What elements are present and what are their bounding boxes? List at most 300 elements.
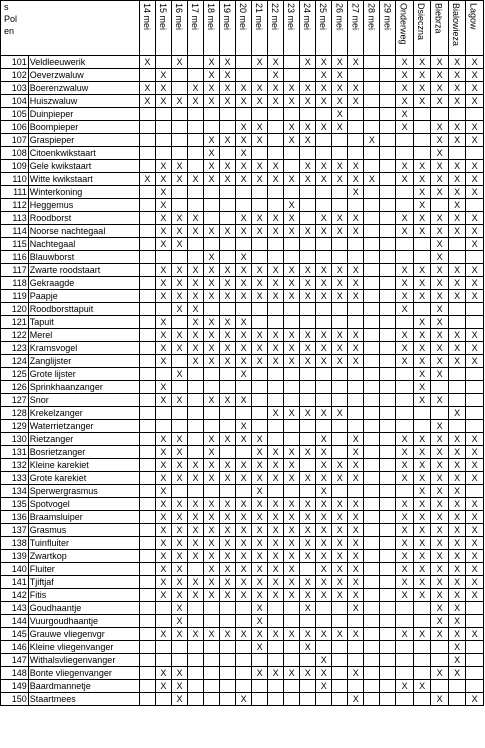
observation-cell [380,537,396,550]
observation-cell: X [204,355,220,368]
observation-cell: X [396,498,413,511]
observation-cell: X [316,446,332,459]
observation-cell: X [348,498,364,511]
observation-cell: X [413,225,430,238]
observation-cell: X [300,472,316,485]
observation-cell: X [252,82,268,95]
observation-cell [300,199,316,212]
observation-cell [220,602,236,615]
observation-cell: X [284,212,300,225]
observation-cell [300,420,316,433]
observation-cell [348,121,364,134]
observation-cell [364,160,380,173]
observation-cell: X [284,173,300,186]
column-header [300,1,316,56]
column-header-label: Onderweg [398,3,409,45]
observation-cell: X [171,459,187,472]
observation-cell [332,693,348,706]
observation-cell: X [220,82,236,95]
observation-cell: X [236,160,252,173]
observation-cell: X [284,342,300,355]
observation-cell: X [348,459,364,472]
observation-cell: X [413,277,430,290]
observation-cell: X [284,498,300,511]
observation-cell [284,654,300,667]
observation-cell [139,615,155,628]
observation-cell: X [139,173,155,186]
observation-cell [187,433,203,446]
observation-cell: X [171,446,187,459]
observation-cell [236,238,252,251]
observation-cell: X [413,160,430,173]
observation-cell [364,550,380,563]
species-name: Merel [28,329,139,342]
observation-cell: X [431,82,448,95]
observation-cell: X [300,628,316,641]
observation-cell [466,615,484,628]
species-name: Grasmus [28,524,139,537]
table-row [1,667,484,680]
observation-cell: X [171,95,187,108]
observation-cell: X [466,576,484,589]
observation-cell [187,407,203,420]
observation-cell [364,342,380,355]
table-row [1,225,484,238]
observation-cell: X [396,108,413,121]
observation-cell: X [448,56,465,69]
observation-cell: X [466,446,484,459]
observation-cell: X [396,290,413,303]
observation-cell [380,329,396,342]
observation-cell: X [316,56,332,69]
observation-cell: X [431,667,448,680]
observation-cell: X [332,589,348,602]
observation-cell [268,693,284,706]
observation-cell: X [268,550,284,563]
observation-cell: X [448,641,465,654]
observation-cell: X [284,277,300,290]
observation-cell [171,199,187,212]
observation-cell [364,654,380,667]
observation-cell [252,316,268,329]
column-header-label: 24 mei [302,3,313,31]
observation-cell: X [396,589,413,602]
observation-cell [268,147,284,160]
species-number: 105 [1,108,29,121]
observation-cell [364,225,380,238]
observation-cell [448,238,465,251]
observation-cell: X [300,264,316,277]
observation-cell: X [332,355,348,368]
table-row [1,147,484,160]
observation-cell: X [413,355,430,368]
observation-cell: X [316,485,332,498]
observation-cell: X [171,173,187,186]
table-row [1,615,484,628]
observation-cell [204,667,220,680]
observation-cell: X [220,550,236,563]
observation-cell: X [171,472,187,485]
column-header [139,1,155,56]
species-name: Roodborsttapuit [28,303,139,316]
species-name: Fitis [28,589,139,602]
observation-cell [380,251,396,264]
observation-cell: X [396,576,413,589]
species-name: Grauwe vliegenvgr [28,628,139,641]
observation-cell [284,69,300,82]
observation-cell: X [171,329,187,342]
observation-cell: X [448,667,465,680]
observation-cell [396,485,413,498]
observation-cell [380,199,396,212]
observation-cell: X [171,212,187,225]
observation-cell: X [171,290,187,303]
observation-cell [396,199,413,212]
observation-cell: X [413,589,430,602]
observation-cell [220,407,236,420]
observation-cell: X [413,433,430,446]
species-name: Witte kwikstaart [28,173,139,186]
observation-cell: X [448,654,465,667]
observation-cell [284,186,300,199]
column-header-label: Lagow [468,3,479,30]
observation-cell: X [431,56,448,69]
observation-cell: X [236,589,252,602]
observation-cell: X [252,160,268,173]
observation-cell: X [300,498,316,511]
observation-cell [332,615,348,628]
observation-cell: X [431,147,448,160]
observation-cell: X [396,433,413,446]
observation-cell [220,420,236,433]
table-row [1,82,484,95]
observation-cell [155,56,171,69]
observation-cell: X [155,537,171,550]
observation-cell: X [396,524,413,537]
observation-cell: X [155,381,171,394]
observation-cell: X [413,550,430,563]
observation-cell: X [155,95,171,108]
observation-cell: X [431,368,448,381]
observation-cell: X [284,329,300,342]
observation-cell [332,654,348,667]
observation-cell: X [236,550,252,563]
observation-cell [316,381,332,394]
observation-cell [380,264,396,277]
species-name: Spotvogel [28,498,139,511]
species-name: Noorse nachtegaal [28,225,139,238]
species-name: Graspieper [28,134,139,147]
observation-cell [364,329,380,342]
observation-cell [155,641,171,654]
observation-cell: X [431,563,448,576]
observation-cell: X [316,225,332,238]
observation-cell: X [236,394,252,407]
observation-cell: X [448,121,465,134]
observation-cell [300,108,316,121]
observation-cell [268,433,284,446]
observation-cell [139,212,155,225]
observation-cell: X [220,524,236,537]
observation-cell [364,498,380,511]
observation-cell: X [332,498,348,511]
observation-cell: X [236,225,252,238]
observation-cell: X [171,303,187,316]
observation-cell: X [396,69,413,82]
observation-cell: X [236,329,252,342]
column-header-label: 18 mei [206,3,216,31]
observation-cell: X [187,589,203,602]
observation-cell [284,368,300,381]
observation-cell [332,134,348,147]
observation-cell [139,342,155,355]
observation-cell: X [431,238,448,251]
species-number: 119 [1,290,29,303]
observation-cell [187,667,203,680]
observation-cell: X [332,121,348,134]
observation-cell [364,394,380,407]
species-name: Waterrietzanger [28,420,139,433]
observation-cell: X [187,225,203,238]
observation-cell: X [431,121,448,134]
observation-cell: X [204,316,220,329]
observation-cell [139,433,155,446]
table-row [1,121,484,134]
observation-cell: X [396,537,413,550]
observation-cell [220,654,236,667]
observation-cell: X [220,290,236,303]
observation-cell: X [348,355,364,368]
observation-cell [204,108,220,121]
observation-cell: X [300,173,316,186]
observation-cell: X [300,290,316,303]
table-row [1,56,484,69]
observation-cell: X [396,680,413,693]
observation-cell: X [316,680,332,693]
observation-cell: X [171,368,187,381]
observation-cell [332,641,348,654]
observation-cell: X [187,264,203,277]
observation-cell: X [348,511,364,524]
observation-cell: X [431,459,448,472]
observation-cell [380,69,396,82]
observation-cell: X [284,82,300,95]
observation-cell [380,121,396,134]
observation-cell [380,95,396,108]
table-row [1,446,484,459]
observation-cell [252,420,268,433]
observation-cell: X [316,121,332,134]
observation-cell [466,654,484,667]
observation-cell: X [332,69,348,82]
observation-cell [396,693,413,706]
observation-cell: X [413,680,430,693]
observation-cell: X [204,433,220,446]
observation-cell: X [448,485,465,498]
observation-cell [252,303,268,316]
observation-cell: X [396,550,413,563]
observation-cell [187,251,203,264]
observation-cell [380,303,396,316]
observation-cell [284,56,300,69]
observation-cell: X [448,563,465,576]
observation-cell [220,615,236,628]
observation-cell: X [316,95,332,108]
observation-cell: X [220,459,236,472]
observation-cell: X [268,342,284,355]
observation-cell: X [396,329,413,342]
observation-cell: X [155,82,171,95]
species-number: 112 [1,199,29,212]
observation-cell [236,69,252,82]
observation-cell: X [155,589,171,602]
observation-cell: X [332,173,348,186]
observation-cell: X [204,537,220,550]
observation-cell [252,199,268,212]
observation-cell: X [252,589,268,602]
observation-cell [171,355,187,368]
observation-cell [413,420,430,433]
observation-cell: X [448,69,465,82]
observation-cell [300,381,316,394]
observation-cell [139,420,155,433]
observation-cell: X [236,498,252,511]
observation-cell: X [284,355,300,368]
observation-cell: X [252,95,268,108]
species-name: Kleine vliegenvanger [28,641,139,654]
observation-cell [155,108,171,121]
species-name: Gele kwikstaart [28,160,139,173]
species-number: 145 [1,628,29,641]
observation-cell: X [220,433,236,446]
observation-cell: X [187,82,203,95]
observation-cell: X [348,563,364,576]
observation-cell [448,381,465,394]
observation-cell [431,407,448,420]
observation-cell: X [300,342,316,355]
observation-cell [268,381,284,394]
observation-cell [139,303,155,316]
column-header-label: 20 mei [238,3,249,31]
observation-cell: X [431,537,448,550]
observation-cell: X [300,56,316,69]
observation-cell [364,147,380,160]
observation-cell: X [252,355,268,368]
observation-cell [316,147,332,160]
observation-cell [316,316,332,329]
observation-cell [380,225,396,238]
observation-cell [139,316,155,329]
observation-cell: X [220,628,236,641]
observation-cell: X [466,459,484,472]
observation-cell: X [155,550,171,563]
corner-line: s [4,2,9,12]
observation-cell: X [448,524,465,537]
observation-cell: X [284,446,300,459]
observation-cell: X [396,277,413,290]
observation-cell [380,524,396,537]
column-header [171,1,187,56]
observation-cell [204,641,220,654]
observation-cell: X [252,225,268,238]
observation-cell [236,615,252,628]
observation-cell [187,602,203,615]
observation-cell: X [466,628,484,641]
observation-cell [252,680,268,693]
observation-cell: X [316,654,332,667]
observation-cell: X [268,628,284,641]
observation-cell [364,121,380,134]
column-header [332,1,348,56]
observation-cell: X [220,563,236,576]
species-number: 113 [1,212,29,225]
observation-cell: X [316,498,332,511]
observation-cell [364,667,380,680]
observation-cell [300,563,316,576]
observation-cell [396,420,413,433]
observation-cell [284,693,300,706]
observation-cell [204,654,220,667]
observation-cell: X [348,95,364,108]
observation-cell: X [187,550,203,563]
observation-cell: X [155,186,171,199]
observation-cell [220,381,236,394]
observation-cell: X [431,329,448,342]
observation-cell: X [252,264,268,277]
observation-cell: X [316,277,332,290]
observation-cell: X [204,524,220,537]
observation-cell: X [448,212,465,225]
observation-cell: X [316,550,332,563]
species-name: Krekelzanger [28,407,139,420]
observation-cell: X [155,498,171,511]
observation-cell [252,368,268,381]
observation-cell: X [413,459,430,472]
column-header-label: 26 mei [334,3,345,31]
observation-cell [300,251,316,264]
table-row [1,251,484,264]
observation-cell: X [204,589,220,602]
column-header [396,1,413,56]
observation-cell: X [413,264,430,277]
observation-cell [155,121,171,134]
observation-cell: X [348,628,364,641]
species-number: 132 [1,459,29,472]
observation-cell: X [300,407,316,420]
observation-cell: X [284,563,300,576]
table-row [1,290,484,303]
observation-cell: X [448,82,465,95]
observation-cell: X [300,225,316,238]
observation-cell: X [187,511,203,524]
observation-cell [139,407,155,420]
observation-cell [187,121,203,134]
observation-cell: X [348,82,364,95]
observation-cell [236,654,252,667]
observation-cell [364,316,380,329]
observation-cell: X [413,82,430,95]
observation-cell [431,680,448,693]
observation-cell [268,186,284,199]
observation-cell: X [284,225,300,238]
observation-cell: X [139,82,155,95]
observation-cell [380,147,396,160]
observation-cell: X [448,433,465,446]
observation-cell: X [204,329,220,342]
observation-cell [187,108,203,121]
species-number: 104 [1,95,29,108]
observation-cell [380,589,396,602]
